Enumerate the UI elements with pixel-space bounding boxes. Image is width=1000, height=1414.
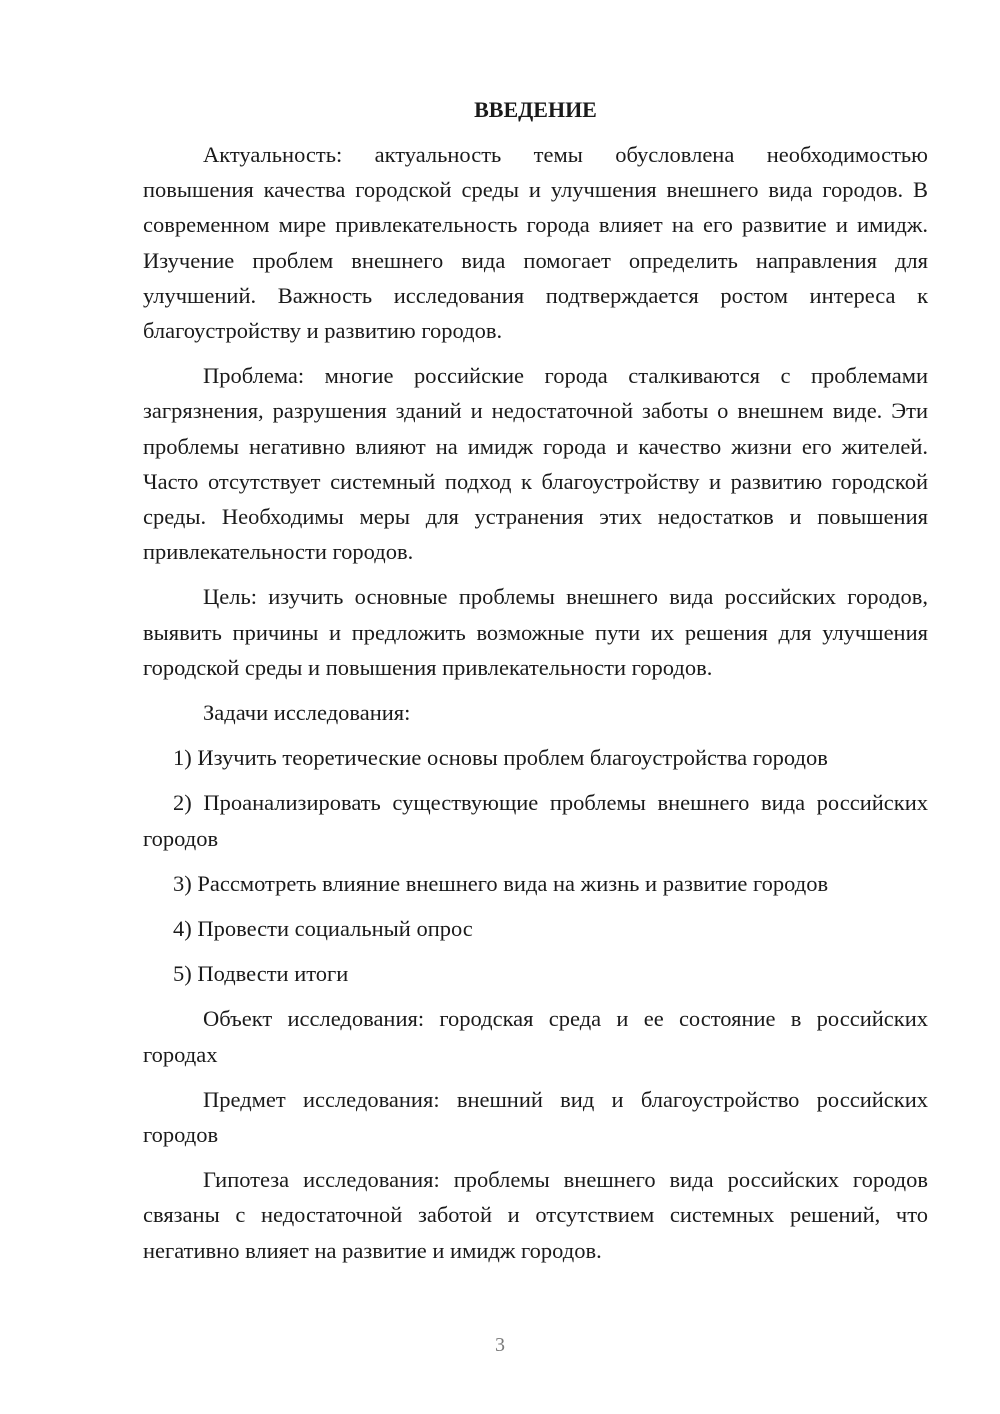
tasks-heading: Задачи исследования: [203, 700, 411, 726]
task-item-4: 4) Провести социальный опрос [173, 916, 473, 942]
task-item-3: 3) Рассмотреть влияние внешнего вида на жизнь и развитие городов [173, 870, 829, 896]
document-page [143, 92, 928, 1278]
relevance-paragraph: Актуальность: актуальность темы обусловлена необходимостью повышения качества городской среды и улучшения внешнего вида городов. В современном мире привлекательность города влияет на его развитие и имидж. Изучение проблем внешнего вида помогает определить направления для улучшений. Важность исследования подтверждается ростом интереса к благоустройству и развитию городов. [143, 142, 928, 344]
subject-paragraph: Предмет исследования: внешний вид и благоустройство российских городов [143, 1086, 928, 1148]
hypothesis-paragraph: Гипотеза исследования: проблемы внешнего вида российских городов связаны с недостаточной заботой и отсутствием системных решений, что негативно влияет на развитие и имидж городов. [143, 1167, 928, 1263]
tasks-list [143, 740, 928, 991]
task-item-1: 1) Изучить теоретические основы проблем благоустройства городов [173, 745, 828, 771]
task-item-5: 5) Подвести итоги [173, 961, 349, 987]
goal-paragraph: Цель: изучить основные проблемы внешнего вида российских городов, выявить причины и предложить возможные пути их решения для улучшения городской среды и повышения привлекательности городов. [143, 584, 928, 680]
object-paragraph: Объект исследования: городская среда и ее состояние в российских городах [143, 1006, 928, 1067]
problem-paragraph: Проблема: многие российские города сталкиваются с проблемами загрязнения, разрушения зданий и недостаточной заботы о внешнем виде. Эти проблемы негативно влияют на имидж города и качество жизни его жителей. Часто отсутствует системный подход к благоустройству и развитию городской среды. Необходимы меры для устранения этих недостатков и повышения привлекательности городов. [143, 363, 928, 565]
page-title: ВВЕДЕНИЕ [474, 97, 597, 122]
task-item-2: 2) Проанализировать существующие проблемы внешнего вида российских городов [143, 790, 928, 851]
page-number: 3 [495, 1334, 505, 1356]
